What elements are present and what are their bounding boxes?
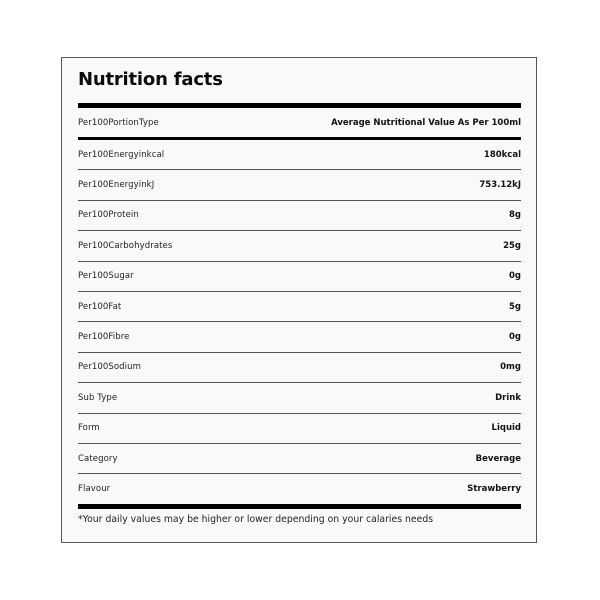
row-value: 753.12kJ	[479, 180, 521, 191]
bottom-divider	[78, 504, 521, 509]
row-label: Per100EnergyinkJ	[78, 180, 155, 191]
daily-values-footnote: *Your daily values may be higher or lower depending on your calaries needs	[78, 514, 434, 525]
row-value: Strawberry	[467, 484, 521, 495]
category-row	[78, 444, 521, 474]
row-value: 0g	[509, 271, 521, 282]
row-label: Per100Protein	[78, 210, 139, 221]
flavour-row	[78, 474, 521, 504]
row-value: Beverage	[475, 453, 521, 464]
row-label: Per100Carbohydrates	[78, 240, 173, 251]
energy-kj-row	[78, 170, 521, 200]
fat-row	[78, 292, 521, 322]
row-value: 0g	[509, 332, 521, 343]
row-value: Liquid	[491, 423, 521, 434]
row-label: Per100Fat	[78, 301, 122, 312]
sugar-row	[78, 262, 521, 292]
row-label: Form	[78, 423, 100, 434]
row-label: Per100Energyinkcal	[78, 149, 165, 160]
portion-type-label: Per100PortionType	[78, 117, 159, 128]
portion-type-row	[78, 108, 521, 140]
row-value: Drink	[495, 392, 521, 403]
form-row	[78, 414, 521, 444]
row-label: Per100Sugar	[78, 271, 134, 282]
nutrition-facts-panel	[61, 57, 537, 543]
row-value: 180kcal	[483, 149, 521, 160]
row-label: Flavour	[78, 484, 111, 495]
sodium-row	[78, 353, 521, 383]
row-value: 5g	[509, 301, 521, 312]
nutrition-table	[78, 108, 521, 505]
nutrition-facts-title: Nutrition facts	[78, 69, 223, 90]
row-label: Category	[78, 453, 118, 464]
row-label: Sub Type	[78, 392, 118, 403]
row-value: 0mg	[500, 362, 521, 373]
row-label: Per100Fibre	[78, 332, 130, 343]
protein-row	[78, 201, 521, 231]
carbohydrates-row	[78, 231, 521, 261]
energy-kcal-row	[78, 140, 521, 170]
row-label: Per100Sodium	[78, 362, 141, 373]
fibre-row	[78, 322, 521, 352]
row-value: 25g	[503, 240, 521, 251]
row-value: 8g	[509, 210, 521, 221]
sub-type-row	[78, 383, 521, 413]
portion-type-value: Average Nutritional Value As Per 100ml	[331, 117, 521, 128]
